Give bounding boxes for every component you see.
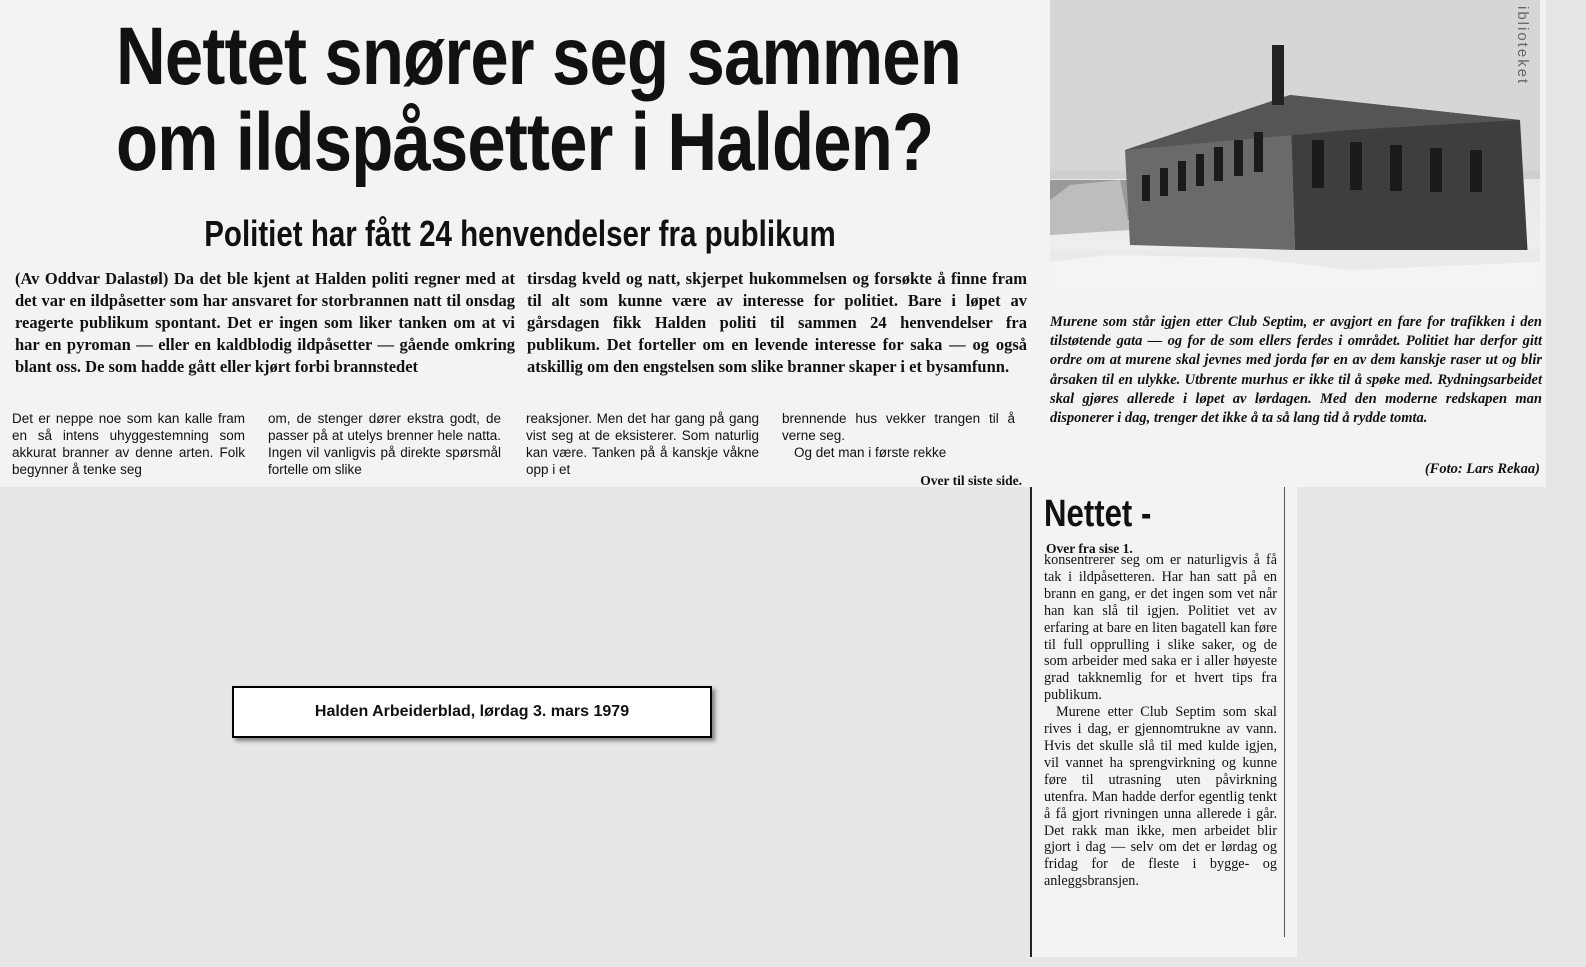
archive-watermark: iblioteket [1514, 6, 1531, 86]
body-column-1: Det er neppe noe som kan kalle fram en så intens uhyggestemning som akkurat branner av denne arten. Folk begynner å tenke seg [12, 411, 245, 477]
headline-line-1: Nettet snører seg sammen [116, 11, 961, 102]
continuation-paragraph-2: Murene etter Club Septim som skal rives i dag, er gjennomtrukne av vann. Hvis det skulle slå til med kulde igjen, vil vannet ha sprengvirkning og kunne føre til utrasning uten påvirkning utenfra. Man hadde derfor egentlig tenkt å få gjort rivningen unna allerede i går. Det rakk man ikke, men arbeidet blir gjort i dag — selv om det er lørdag og fridag for de fleste i bygge- og anleggsbransjen. [1044, 704, 1277, 890]
continuation-clipping [1030, 487, 1297, 957]
source-label: Halden Arbeiderblad, lørdag 3. mars 1979 [232, 686, 712, 738]
subheadline: Politiet har fått 24 henvendelser fra publikum [204, 213, 836, 254]
continued-note: Over til siste side. [920, 473, 1022, 487]
continuation-title: Nettet - [1044, 493, 1152, 535]
headline-line-2: om ildspåsetter i Halden? [116, 97, 934, 188]
continuation-body [1044, 552, 1277, 890]
fire-ruin-photo [1050, 0, 1540, 289]
continuation-paragraph-1: konsentrerer seg om er naturligvis å få tak i ildpåsetteren. Har han satt på en brann en gang, er det ingen som vet når han kan slå til igjen. Politiet vet av erfaring at bare en liten bagatell kan føre til full opprulling i slike saker, og de som arbeider med saka er i aller høyeste grad takknemlig for et hvert tips fra publikum. [1044, 552, 1277, 704]
headline [116, 11, 961, 188]
lead-paragraph-col-2: tirsdag kveld og natt, skjerpet hukommelsen og forsøkte å finne fram til alt som kunne være av interesse for politiet. Bare i løpet av gårsdagen fikk Halden politi til sammen 24 henvendelser fra publikum. Det forteller om en levende interesse for saka — og også atskillig om den engstelsen som slike branner skaper i et bysamfunn. [527, 269, 1027, 376]
body-column-4 [782, 410, 1015, 461]
photo-caption: Murene som står igjen etter Club Septim, er avgjort en fare for trafikken i den tilstøtende gata — og for de som ellers ferdes i området. Politiet har derfor gitt ordre om at murene skal jevnes med jorda før en av dem kanskje raser ut og blir årsaken til en ulykke. Utbrente murhus er ikke til å spøke med. Rydningsarbeidet skal gjøres allerede i løpet av lørdagen. Med den moderne redskapen man disponerer i dag, trenger det ikke å ta så lang tid å rydde tomta. [1050, 314, 1542, 427]
photo-credit: (Foto: Lars Rekaa) [1424, 461, 1540, 477]
body-column-4-text-b: Og det man i første rekke [794, 445, 947, 460]
newspaper-clipping-main [0, 0, 1546, 487]
body-column-3: reaksjoner. Men det har gang på gang vist seg at de eksisterer. Som naturlig kan være. Tanken på å kanskje våkne opp i et [526, 411, 759, 477]
continuation-subtitle: Over fra sise 1. [1046, 541, 1133, 556]
lead-paragraph-col-1: (Av Oddvar Dalastøl) Da det ble kjent at Halden politi regner med at det var en ildpåsetter som har ansvaret for storbrannen natt til onsdag reagerte publikum spontant. Det er ingen som liker tanken om at vi har en pyroman — eller en kaldblodig ildpåsetter — gående omkring blant oss. De som hadde gått eller kjørt forbi brannstedet [15, 269, 515, 376]
clipping-edge-line [1284, 487, 1285, 937]
body-column-4-text-a: brennende hus vekker trangen til å verne seg. [782, 411, 1015, 443]
burned-building-illustration [1050, 0, 1540, 289]
body-column-2: om, de stenger dører ekstra godt, de passer på at utelys brenner hele natta. Ingen vil vanligvis på direkte spørsmål fortelle om slike [268, 411, 501, 477]
